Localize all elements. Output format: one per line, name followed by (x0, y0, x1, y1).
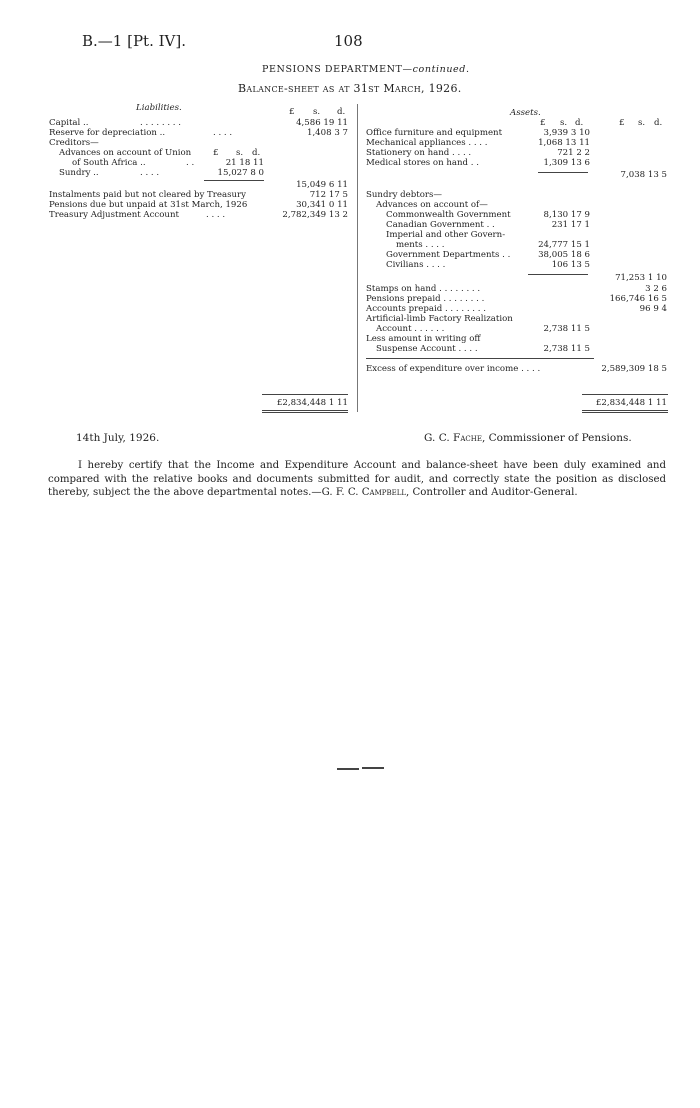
section-title (262, 64, 470, 75)
accounts-prepaid-label: Accounts prepaid . . . . . . . . (366, 304, 486, 314)
debtors-rule (528, 274, 588, 275)
office-furniture-label: Office furniture and equipment (366, 128, 503, 138)
assets-total: £2,834,448 1 11 (595, 398, 667, 408)
less-writing-off-value: 2,738 11 5 (543, 344, 590, 354)
commonwealth-value: 8,130 17 9 (543, 210, 590, 220)
medical-value: 1,309 13 6 (543, 158, 590, 168)
audit-certificate (48, 459, 666, 500)
assets-col-s: s. (560, 118, 568, 128)
sub-col-pound: £ (213, 148, 219, 158)
creditors-total: 15,049 6 11 (296, 180, 348, 190)
artificial-limb-line1: Artificial-limb Factory Realization (366, 314, 513, 324)
canadian-value: 231 17 1 (551, 220, 590, 230)
fixed-assets-total: 7,038 13 5 (620, 170, 667, 180)
sundry-creditors-value: 15,027 8 0 (217, 168, 264, 178)
creditors-label: Creditors— (49, 138, 99, 148)
reserve-label: Reserve for depreciation .. (49, 128, 166, 138)
advances-union-line1: Advances on account of Union (59, 148, 192, 158)
stationery-label: Stationery on hand . . . . (366, 148, 472, 158)
liabilities-total-rule-1 (262, 410, 348, 411)
canadian-label: Canadian Government . . (386, 220, 495, 230)
section-title-main: PENSIONS DEPARTMENT— (262, 64, 413, 75)
sundry-creditors-label: Sundry .. (59, 168, 99, 178)
assets-heading: Assets. (510, 108, 541, 118)
liabilities-total-rule-2 (262, 412, 348, 413)
page-number: 108 (334, 32, 363, 50)
assets-total-rule-top (582, 394, 668, 395)
liabilities-heading: Liabilities. (136, 103, 182, 113)
signatory-initials: G. C. (424, 432, 454, 444)
debtors-total: 71,253 1 10 (615, 273, 667, 283)
advances-of-label: Advances on account of— (376, 200, 488, 210)
balance-sheet-title: Balance-sheet as at 31st March, 1926. (238, 82, 462, 95)
excess-expenditure-value: 2,589,309 18 5 (601, 364, 667, 374)
civilians-value: 106 13 5 (551, 260, 590, 270)
commissioner-signature (424, 432, 632, 444)
signatory-name: Fache (453, 432, 482, 444)
auditor-name: Campbell (361, 487, 407, 498)
certificate-text: I hereby certify that the Income and Expenditure Account and balance-sheet have been duly examined and compared with the relative books and documents submitted for audit, and correctly state the position as disclosed thereby, subject the the above departmental notes.—G. F. C. (48, 460, 666, 498)
advances-union-line2: of South Africa .. (72, 158, 146, 168)
capital-value: 4,586 19 11 (296, 118, 348, 128)
pensions-prepaid-label: Pensions prepaid . . . . . . . . (366, 294, 485, 304)
liabilities-total: £2,834,448 1 11 (276, 398, 348, 408)
section-title-continued: continued. (412, 64, 470, 75)
assets-outer-col-d: d. (654, 118, 663, 128)
suspense-rule (366, 358, 594, 359)
assets-outer-col-pound: £ (619, 118, 625, 128)
less-writing-off-line1: Less amount in writing off (366, 334, 481, 344)
stamps-value: 3 2 6 (645, 284, 667, 294)
instalments-label: Instalments paid but not cleared by Treasury (49, 190, 246, 200)
treasury-label: Treasury Adjustment Account (49, 210, 179, 220)
artificial-limb-line2: Account . . . . . . (376, 324, 445, 334)
sub-col-d: d. (252, 148, 261, 158)
imperial-value: 24,777 15 1 (538, 240, 590, 250)
liab-col-s: s. (313, 107, 321, 117)
assets-col-pound: £ (540, 118, 546, 128)
auditor-title: , Controller and Auditor-General. (406, 487, 578, 498)
end-rule-right (362, 767, 384, 769)
stationery-value: 721 2 2 (557, 148, 590, 158)
accounts-prepaid-value: 96 9 4 (639, 304, 667, 314)
imperial-line1: Imperial and other Govern- (386, 230, 506, 240)
govt-depts-value: 38,005 18 6 (538, 250, 590, 260)
liab-col-pound: £ (289, 107, 295, 117)
assets-col-d: d. (575, 118, 584, 128)
end-rule-left (337, 768, 359, 770)
pensions-due-label: Pensions due but unpaid at 31st March, 1926 (49, 200, 248, 210)
treasury-dots: . . . . (206, 210, 226, 220)
commonwealth-label: Commonwealth Government (386, 210, 511, 220)
sundry-debtors-label: Sundry debtors— (366, 190, 442, 200)
liab-col-d: d. (337, 107, 346, 117)
pensions-due-value: 30,341 0 11 (296, 200, 348, 210)
civilians-label: Civilians . . . . (386, 260, 446, 270)
artificial-limb-value: 2,738 11 5 (543, 324, 590, 334)
treasury-value: 2,782,349 13 2 (282, 210, 348, 220)
stamps-label: Stamps on hand . . . . . . . . (366, 284, 481, 294)
medical-label: Medical stores on hand . . (366, 158, 479, 168)
less-writing-off-line2: Suspense Account . . . . (376, 344, 478, 354)
office-furniture-value: 3,939 3 10 (543, 128, 590, 138)
mechanical-value: 1,068 13 11 (538, 138, 590, 148)
instalments-value: 712 17 5 (309, 190, 348, 200)
pensions-prepaid-value: 166,746 16 5 (609, 294, 667, 304)
sub-col-s: s. (236, 148, 244, 158)
assets-total-rule-1 (582, 410, 668, 411)
excess-expenditure-label: Excess of expenditure over income . . . . (366, 364, 541, 374)
creditors-rule (204, 180, 264, 181)
advances-union-dots: . . (186, 158, 195, 168)
imperial-line2: ments . . . . (396, 240, 445, 250)
column-divider (357, 104, 358, 412)
reserve-dots: . . . . (213, 128, 233, 138)
capital-dots: . . . . . . . . (140, 118, 181, 128)
document-reference: B.—1 [Pt. IV]. (82, 32, 186, 50)
reserve-value: 1,408 3 7 (306, 128, 348, 138)
sundry-creditors-dots: . . . . (140, 168, 160, 178)
fixed-assets-rule (538, 172, 588, 173)
capital-label: Capital .. (49, 118, 89, 128)
govt-depts-label: Government Departments . . (386, 250, 511, 260)
liabilities-total-rule-top (262, 394, 348, 395)
assets-total-rule-2 (582, 412, 668, 413)
mechanical-label: Mechanical appliances . . . . (366, 138, 488, 148)
signatory-title: , Commissioner of Pensions. (481, 432, 632, 444)
report-date: 14th July, 1926. (76, 432, 160, 444)
assets-outer-col-s: s. (638, 118, 646, 128)
advances-union-value: 21 18 11 (225, 158, 264, 168)
